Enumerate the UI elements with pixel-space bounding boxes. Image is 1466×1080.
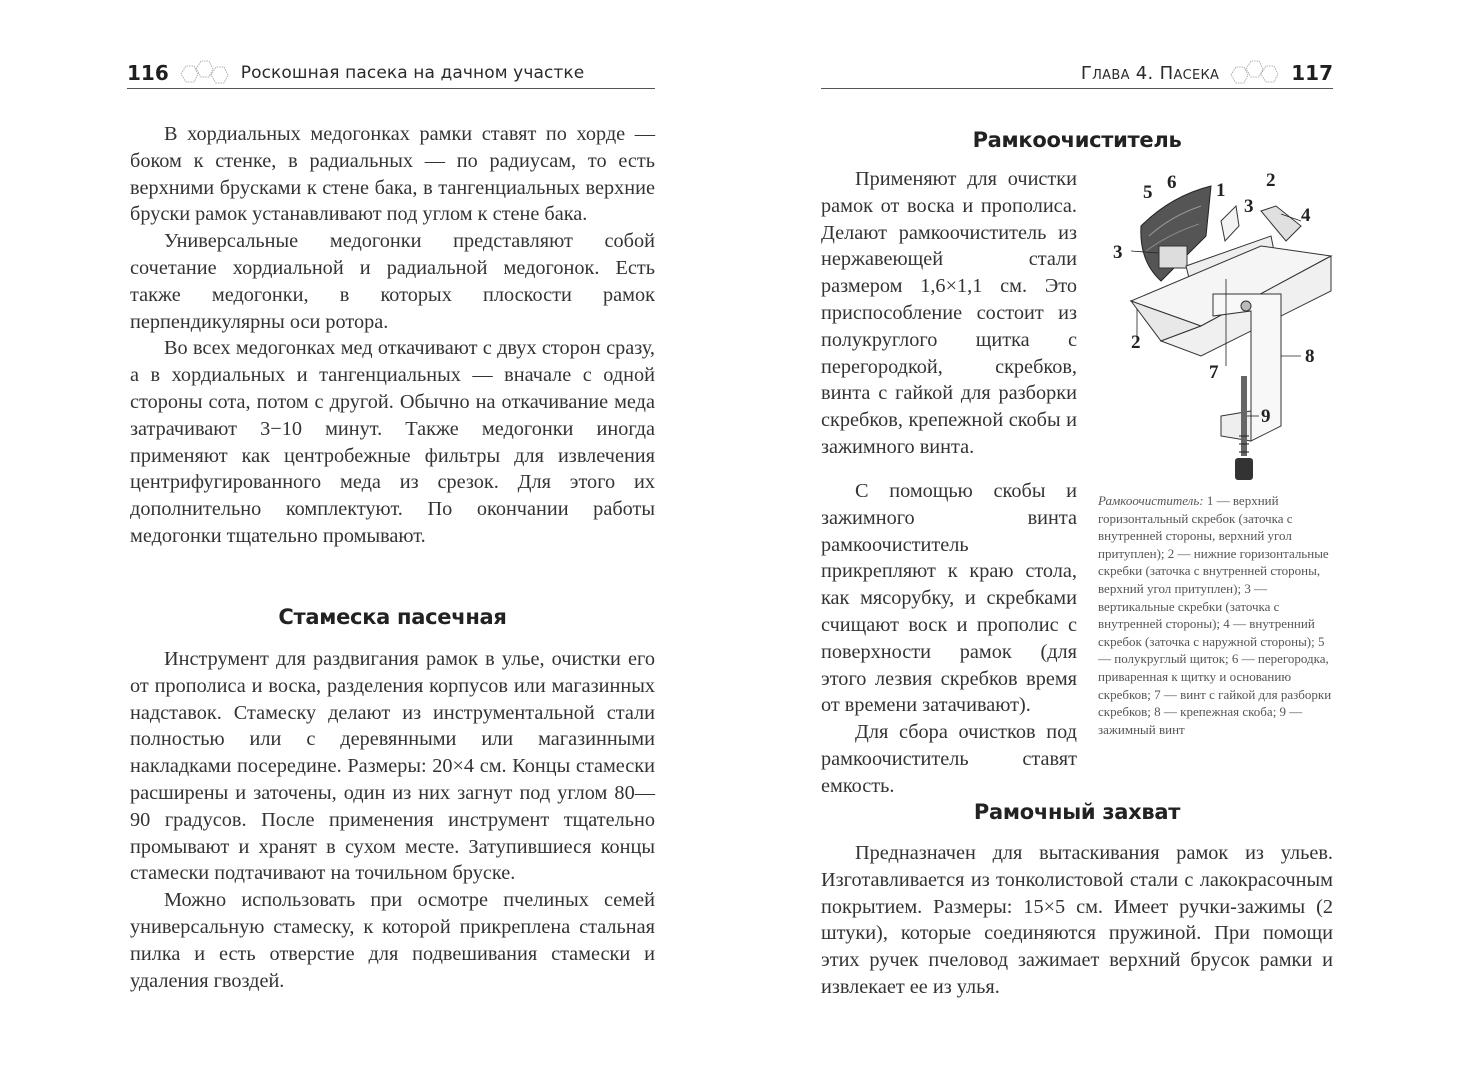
text-block bbox=[130, 121, 655, 550]
vertical-scraper bbox=[1159, 246, 1187, 268]
caption-title: Рамкоочиститель: bbox=[1098, 493, 1204, 508]
honeycomb-icon bbox=[177, 60, 233, 86]
figure-label: 5 bbox=[1143, 182, 1153, 203]
running-title: Роскошная пасека на дачном участке bbox=[240, 63, 585, 83]
paragraph: Для сбора очистков под рамкоочиститель ставят емкость. bbox=[821, 721, 1077, 797]
figure-label: 9 bbox=[1261, 406, 1271, 427]
paragraph: Можно использовать при осмотре пчелиных семей универсальную стамеску, к которой прикреплена стальная пилка и есть отверстие для подвешивания стамески и удаления гвоздей. bbox=[130, 889, 655, 992]
figure-label: 3 bbox=[1113, 242, 1123, 263]
figure-label: 7 bbox=[1209, 362, 1219, 383]
page-number: 117 bbox=[1291, 61, 1333, 85]
paragraph: С помощью скобы и зажимного винта рамкоочиститель прикрепляют к краю стола, как мясорубку, и скребками счищают воск и прополис с поверхности рамок (для этого лезвия скребков время от времени затачивают). bbox=[821, 480, 1077, 717]
figure-caption bbox=[1098, 492, 1338, 738]
paragraph: Универсальные медогонки представляют собой сочетание хордиальной и радиальной медогонок. Есть также медогонки, в которых плоскости рамок перпендикулярны оси ротора. bbox=[130, 230, 655, 333]
section-heading: Стамеска пасечная bbox=[278, 605, 507, 629]
running-title: Глава 4. Пасека bbox=[1080, 62, 1220, 84]
paragraph: В хордиальных медогонках рамки ставят по хорде — боком к стенке, в радиальных — по радиусам, то есть верхними брусками к стене бака, в тангенциальных верхние бруски рамок устанавливают под углом к стене бака. bbox=[130, 123, 655, 226]
section-heading: Рамочный захват bbox=[973, 800, 1181, 824]
paragraph: Предназначен для вытаскивания рамок из ульев. Изготавливается из тонколистовой стали с лакокрасочным покрытием. Размеры: 15×5 см. Имеет ручки-зажимы (2 штуки), которые соединяются пружиной. При помощи этих ручек пчеловод зажимает верхний брусок рамки и извлекает ее из улья. bbox=[821, 842, 1333, 998]
figure-label: 1 bbox=[1216, 180, 1226, 201]
frame-cleaner-illustration bbox=[1101, 166, 1341, 486]
paragraph: Применяют для очистки рамок от воска и прополиса. Делают рамкоочиститель из нержавеющей стали размером 1,6×1,1 см. Это приспособление состоит из полукруглого щитка с перегородкой, скребков, винта с гайкой для разборки скребков, крепежной скобы и зажимного винта. bbox=[821, 168, 1077, 458]
text-block bbox=[130, 646, 655, 994]
header-rule bbox=[127, 88, 655, 89]
paragraph: Инструмент для раздвигания рамок в улье, очистки его от прополиса и воска, разделения корпусов или магазинных надставок. Стамеску делают из инструментальной стали полностью или с деревянными или магазинными накладками посередине. Размеры: 20×4 см. Концы стамески расширены и заточены, один из них загнут под углом 80—90 градусов. После применения инструмент тщательно промывают и хранят в сухом месте. Затупившиеся концы стамески подтачивают на точильном бруске. bbox=[130, 648, 655, 885]
section-heading: Рамкоочиститель bbox=[972, 128, 1182, 152]
figure-label: 2 bbox=[1266, 170, 1276, 191]
frame-cleaner-drawing bbox=[1101, 166, 1341, 486]
text-block bbox=[821, 478, 1077, 800]
running-head-left bbox=[127, 58, 655, 88]
figure-label: 8 bbox=[1305, 346, 1315, 367]
page-number: 116 bbox=[127, 61, 169, 85]
figure-label: 4 bbox=[1301, 205, 1311, 226]
figure-label: 6 bbox=[1167, 172, 1177, 193]
figure-label: 2 bbox=[1131, 332, 1141, 353]
figure-label: 3 bbox=[1244, 196, 1254, 217]
running-head-right bbox=[821, 58, 1333, 88]
text-block bbox=[821, 840, 1333, 1001]
honeycomb-icon bbox=[1227, 60, 1283, 86]
text-block bbox=[821, 166, 1077, 461]
screw-knob bbox=[1235, 458, 1253, 480]
header-rule bbox=[821, 88, 1333, 89]
right-page bbox=[733, 0, 1466, 1080]
caption-text: 1 — верхний горизонтальный скребок (заточка с внутренней стороны, верхний угол притуплен); 2 — нижние горизонтальные скребки (заточка с внутренней стороны, верхний угол притуплен); 3 — вертикальные скребки (заточка с внутренней стороны); 4 — внутренний скребок (заточка с наружной стороны); 5 — полукруглый щиток; 6 — перегородка, приваренная к щитку и основанию скребков; 7 — винт с гайкой для разборки скребков; 8 — крепежная скоба; 9 — зажимный винт bbox=[1098, 493, 1332, 737]
paragraph: Во всех медогонках мед откачивают с двух сторон сразу, а в хордиальных и тангенциальных — вначале с одной стороны сота, потом с другой. Обычно на откачивание меда затрачивают 3−10 минут. Также медогонки иногда применяют как центробежные фильтры для извлечения центрифугированного меда из срезок. Для этого их дополнительно комплектуют. По окончании работы медогонки тщательно промывают. bbox=[130, 337, 655, 547]
